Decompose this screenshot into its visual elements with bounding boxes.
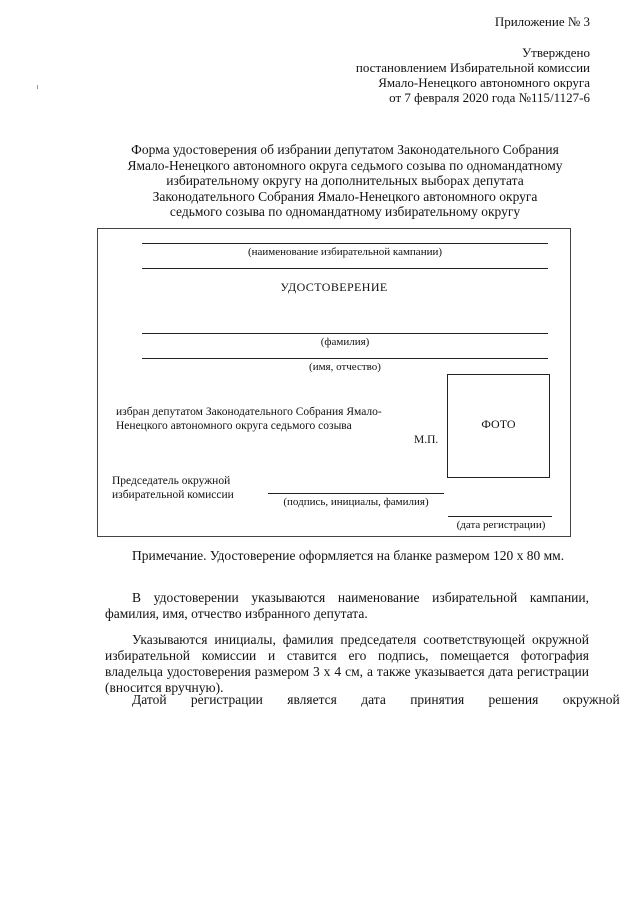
form-title-line: Ямало-Ненецкого автономного округа седьмого созыва по одномандатному [127,157,563,173]
scan-mark [37,85,38,89]
elected-line: избран депутатом Законодательного Собрания Ямало- [116,406,382,418]
chairman-label [112,474,234,502]
approval-block [356,45,590,105]
note-paragraph: Примечание. Удостоверение оформляется на бланке размером 120 х 80 мм. [132,548,565,563]
campaign-line-2 [142,268,548,269]
name-line [142,358,548,359]
chairman-line: Председатель окружной [112,475,231,487]
signature-caption: (подпись, инициалы, фамилия) [283,496,429,508]
note-paragraph: В удостоверении указываются наименование избирательной кампании, фамилия, имя, отчество избранного депутата. [105,590,589,621]
campaign-line [142,243,548,244]
approval-line: от 7 февраля 2020 года №115/1127-6 [389,90,590,105]
form-title-line: Законодательного Собрания Ямало-Ненецкого автономного округа [152,188,538,204]
approval-line: Ямало-Ненецкого автономного округа [378,75,590,90]
certificate-heading: УДОСТОВЕРЕНИЕ [280,280,388,294]
chairman-line: избирательной комиссии [112,489,234,501]
elected-line: Ненецкого автономного округа седьмого созыва [116,420,352,432]
certificate-form [97,228,571,537]
note-paragraph: Датой регистрации является дата принятия решения окружной [132,692,620,707]
form-title [60,142,630,220]
approval-line: постановлением Избирательной комиссии [355,60,590,75]
date-line [448,516,552,517]
surname-line [142,333,548,334]
photo-placeholder [447,374,550,478]
form-title-line: Форма удостоверения об избрании депутатом Законодательного Собрания [131,142,559,157]
campaign-caption: (наименование избирательной кампании) [247,246,443,258]
note-paragraph: Указываются инициалы, фамилия председателя соответствующей окружной избирательной комиссии и ставится его подпись, помещается фотография владельца удостоверения размером 3 х 4 см, а также указывается дата регистрации (вносится вручную). [105,632,589,695]
name-caption: (имя, отчество) [309,361,381,373]
approval-line: Утверждено [521,45,590,60]
date-caption: (дата регистрации) [456,519,546,531]
appendix-label: Приложение № 3 [494,14,590,29]
photo-label: ФОТО [481,417,516,431]
surname-caption: (фамилия) [320,336,370,348]
signature-line [268,493,444,494]
form-title-line: седьмого созыва по одномандатному избирательному округу [169,204,521,219]
stamp-mark: М.П. [414,434,439,446]
elected-text [116,405,382,433]
form-title-line: избирательному округу на дополнительных выборах депутата [166,173,524,188]
